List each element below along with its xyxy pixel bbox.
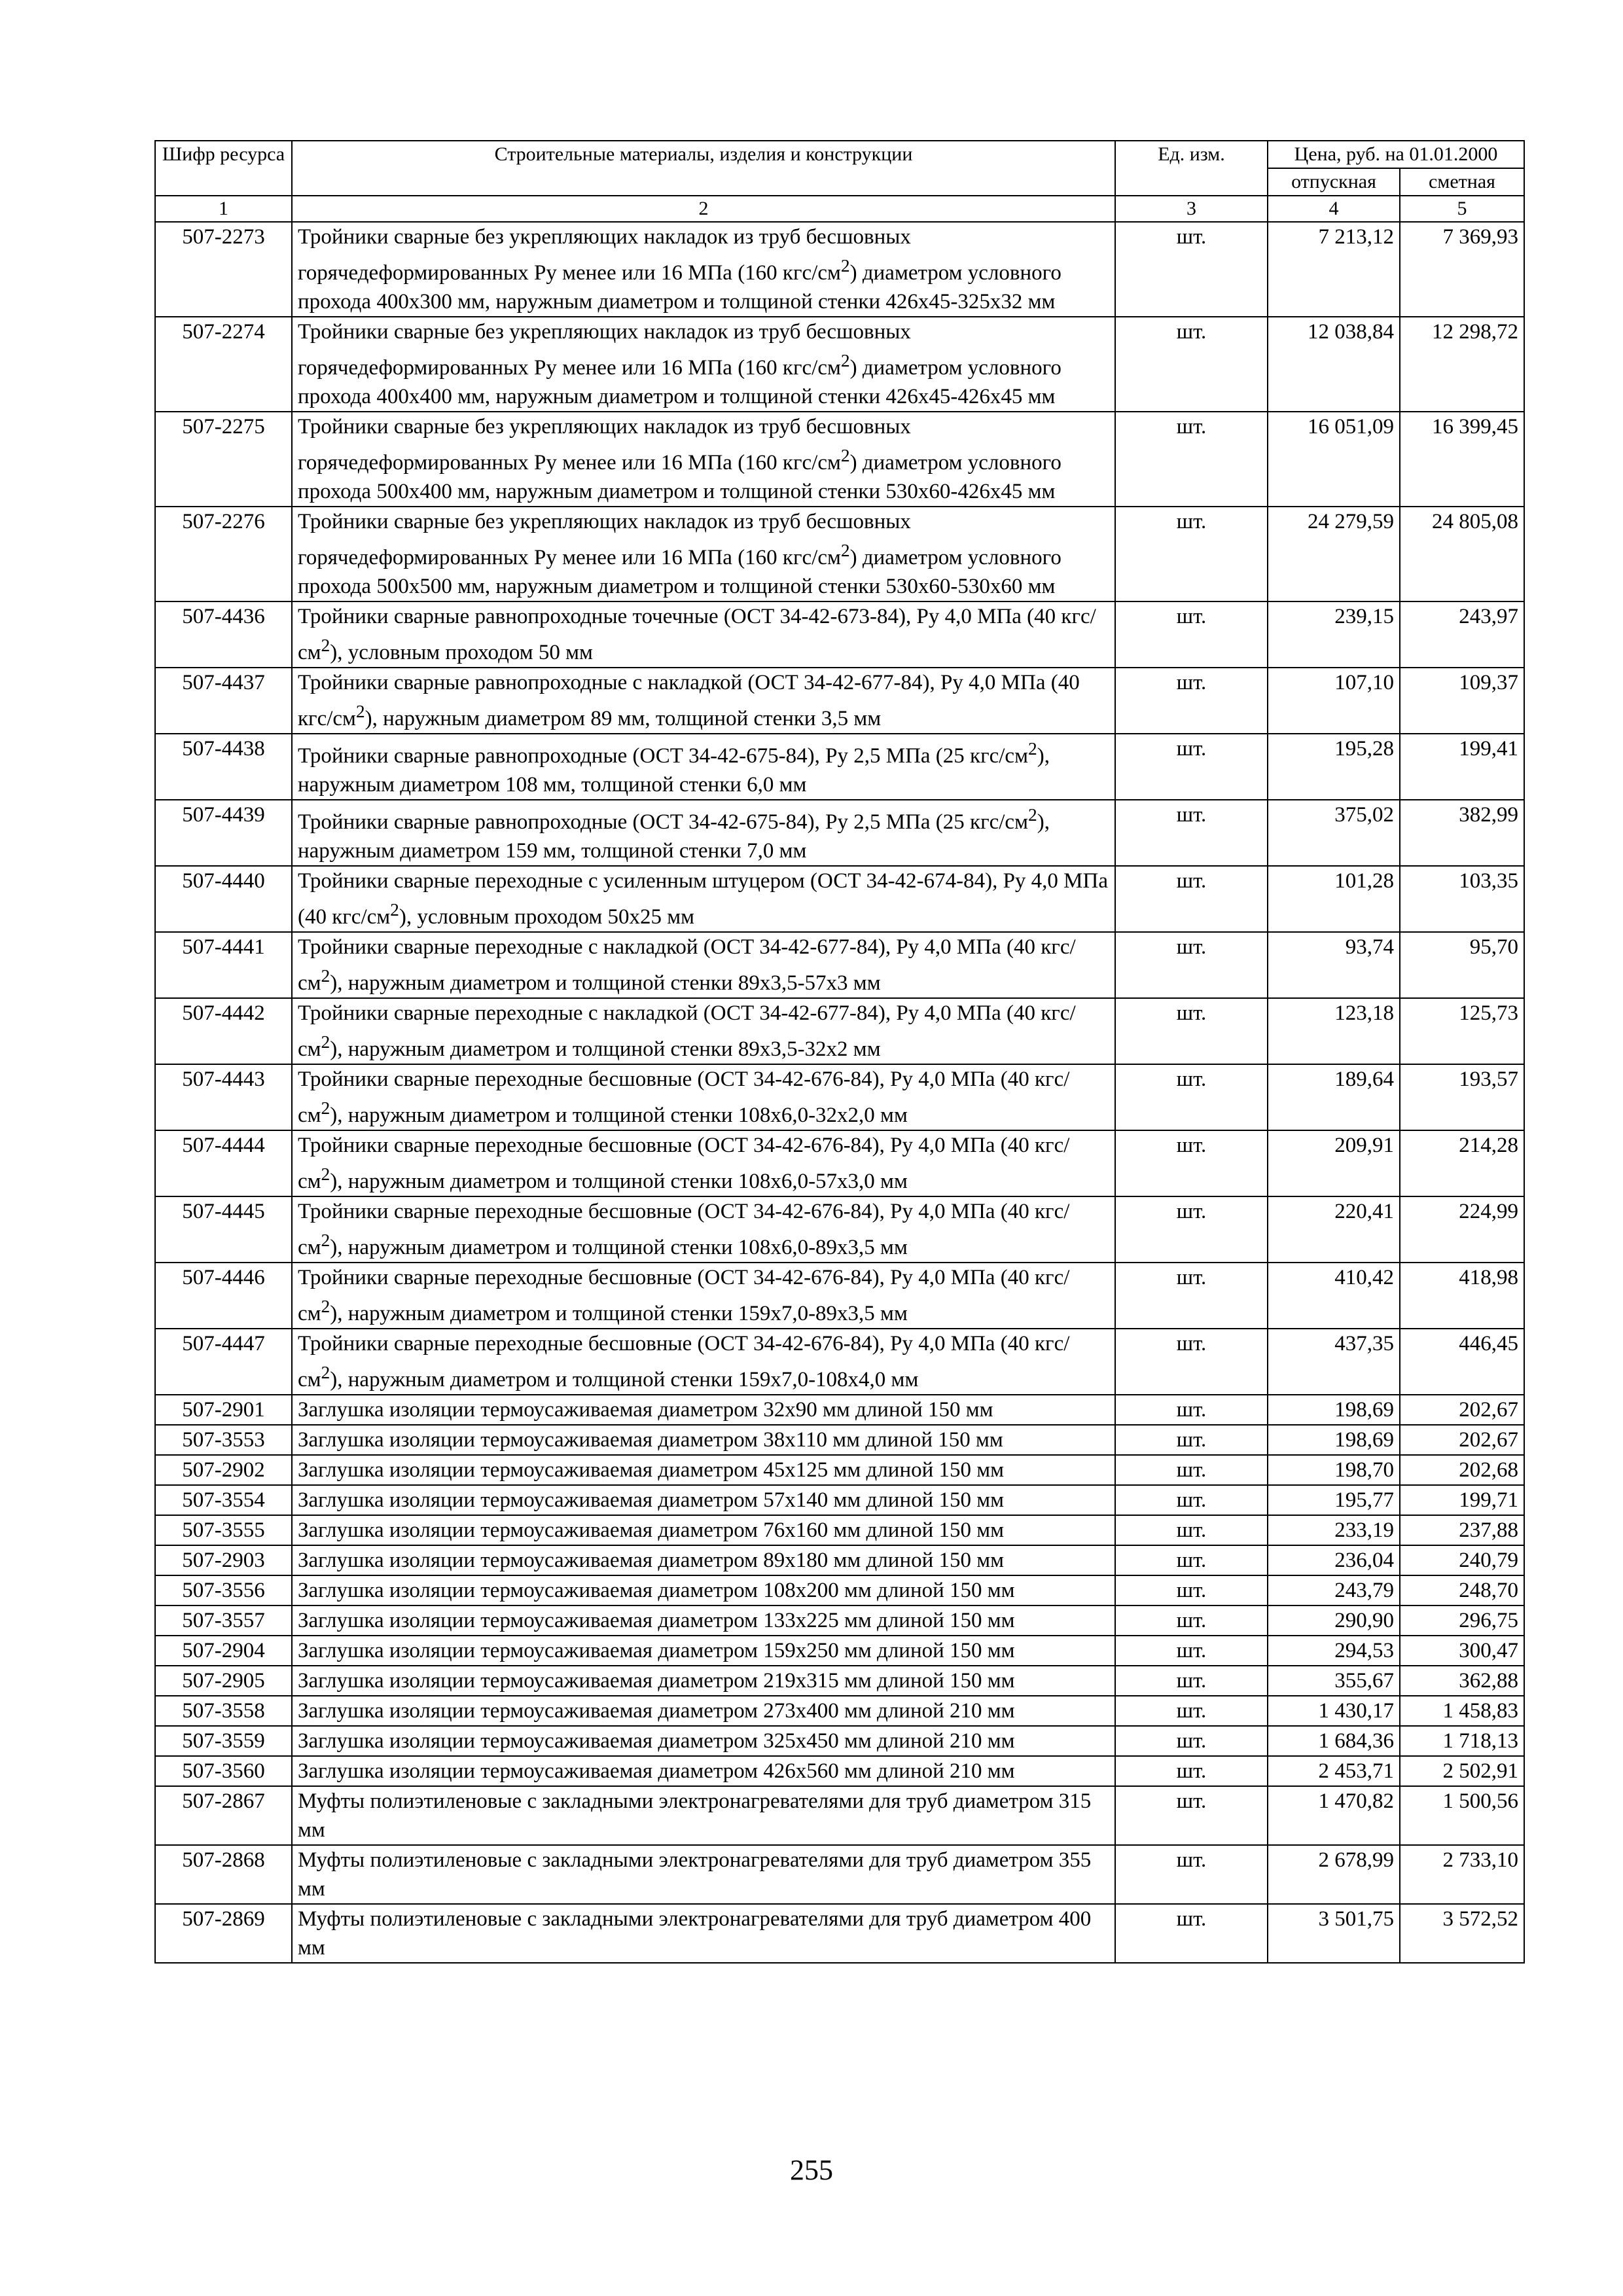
- resource-name: Тройники сварные переходные бесшовные (ОСТ 34-42-676-84), Ру 4,0 МПа (40 кгс/$см^2$), наружным диаметром и толщиной стенки 108х6,0-89х3,5 мм: [292, 1196, 1115, 1263]
- resource-code: 507-4440: [155, 866, 292, 932]
- resource-code: 507-4439: [155, 800, 292, 866]
- price-release: 198,70: [1268, 1455, 1400, 1485]
- resource-code: 507-2901: [155, 1395, 292, 1425]
- table-row: [155, 734, 1524, 800]
- resource-name: Заглушка изоляции термоусаживаемая диаметром 57х140 мм длиной 150 мм: [292, 1485, 1115, 1515]
- resource-code: 507-4438: [155, 734, 292, 800]
- price-release: 233,19: [1268, 1515, 1400, 1545]
- price-estimate: 125,73: [1400, 998, 1524, 1064]
- price-release: 243,79: [1268, 1575, 1400, 1605]
- resource-name: Заглушка изоляции термоусаживаемая диаметром 32х90 мм длиной 150 мм: [292, 1395, 1115, 1425]
- price-estimate: 296,75: [1400, 1605, 1524, 1636]
- unit-of-measure: шт.: [1115, 1485, 1268, 1515]
- price-estimate: 240,79: [1400, 1545, 1524, 1575]
- unit-of-measure: шт.: [1115, 866, 1268, 932]
- header-price-release: отпускная: [1268, 168, 1400, 196]
- price-release: 24 279,59: [1268, 507, 1400, 601]
- price-estimate: 1 500,56: [1400, 1786, 1524, 1845]
- table-row: [155, 1515, 1524, 1545]
- resource-code: 507-2902: [155, 1455, 292, 1485]
- price-estimate: 2 502,91: [1400, 1756, 1524, 1786]
- table-row: [155, 1425, 1524, 1455]
- unit-of-measure: шт.: [1115, 1196, 1268, 1263]
- resource-name: Тройники сварные переходные с усиленным штуцером (ОСТ 34-42-674-84), Ру 4,0 МПа (40 кгс/$см^2$), условным проходом 50х25 мм: [292, 866, 1115, 932]
- price-release: 239,15: [1268, 601, 1400, 668]
- unit-of-measure: шт.: [1115, 800, 1268, 866]
- resource-code: 507-4443: [155, 1064, 292, 1130]
- resource-code: 507-2903: [155, 1545, 292, 1575]
- price-release: 16 051,09: [1268, 412, 1400, 507]
- price-release: 290,90: [1268, 1605, 1400, 1636]
- price-release: 198,69: [1268, 1425, 1400, 1455]
- page-number: 255: [790, 2154, 833, 2186]
- price-estimate: 1 718,13: [1400, 1726, 1524, 1756]
- price-release: 209,91: [1268, 1130, 1400, 1196]
- resource-name: Муфты полиэтиленовые с закладными электронагревателями для труб диаметром 355 мм: [292, 1845, 1115, 1904]
- resource-name: Тройники сварные равнопроходные (ОСТ 34-42-675-84), Ру 2,5 МПа (25 кгс/$см^2$), наружным диаметром 108 мм, толщиной стенки 6,0 мм: [292, 734, 1115, 800]
- resource-code: 507-2276: [155, 507, 292, 601]
- price-release: 195,77: [1268, 1485, 1400, 1515]
- table-row: [155, 1196, 1524, 1263]
- unit-of-measure: шт.: [1115, 222, 1268, 317]
- unit-of-measure: шт.: [1115, 507, 1268, 601]
- column-number: 2: [292, 196, 1115, 222]
- price-release: 355,67: [1268, 1666, 1400, 1696]
- resource-code: 507-4442: [155, 998, 292, 1064]
- resource-code: 507-2274: [155, 317, 292, 412]
- price-estimate: 7 369,93: [1400, 222, 1524, 317]
- price-release: 410,42: [1268, 1263, 1400, 1329]
- resource-code: 507-4445: [155, 1196, 292, 1263]
- unit-of-measure: шт.: [1115, 1696, 1268, 1726]
- price-estimate: 1 458,83: [1400, 1696, 1524, 1726]
- price-estimate: 193,57: [1400, 1064, 1524, 1130]
- resource-name: Заглушка изоляции термоусаживаемая диаметром 133х225 мм длиной 150 мм: [292, 1605, 1115, 1636]
- table-row: [155, 1130, 1524, 1196]
- header-price: Цена, руб. на 01.01.2000: [1268, 141, 1524, 168]
- price-estimate: 382,99: [1400, 800, 1524, 866]
- table-row: [155, 1455, 1524, 1485]
- unit-of-measure: шт.: [1115, 998, 1268, 1064]
- table-row: [155, 800, 1524, 866]
- price-estimate: 202,67: [1400, 1395, 1524, 1425]
- unit-of-measure: шт.: [1115, 932, 1268, 998]
- unit-of-measure: шт.: [1115, 1395, 1268, 1425]
- resource-code: 507-2905: [155, 1666, 292, 1696]
- price-release: 294,53: [1268, 1636, 1400, 1666]
- unit-of-measure: шт.: [1115, 668, 1268, 734]
- price-list-page: [154, 140, 1524, 1964]
- table-row: [155, 1756, 1524, 1786]
- price-release: 2 678,99: [1268, 1845, 1400, 1904]
- header-name: Строительные материалы, изделия и конструкции: [292, 141, 1115, 196]
- unit-of-measure: шт.: [1115, 1756, 1268, 1786]
- resource-code: 507-4444: [155, 1130, 292, 1196]
- price-release: 3 501,75: [1268, 1904, 1400, 1963]
- resource-name: Тройники сварные без укрепляющих накладок из труб бесшовных горячедеформированных Ру менее или 16 МПа (160 кгс/$см^2$) диаметром условного прохода 500х500 мм, наружным диаметром и толщиной стенки 530х60-530х60 мм: [292, 507, 1115, 601]
- price-release: 375,02: [1268, 800, 1400, 866]
- unit-of-measure: шт.: [1115, 1425, 1268, 1455]
- resource-name: Тройники сварные переходные бесшовные (ОСТ 34-42-676-84), Ру 4,0 МПа (40 кгс/$см^2$), наружным диаметром и толщиной стенки 159х7,0-89х3,5 мм: [292, 1263, 1115, 1329]
- unit-of-measure: шт.: [1115, 1515, 1268, 1545]
- price-release: 1 470,82: [1268, 1786, 1400, 1845]
- price-release: 12 038,84: [1268, 317, 1400, 412]
- table-row: [155, 601, 1524, 668]
- price-estimate: 446,45: [1400, 1329, 1524, 1395]
- price-release: 123,18: [1268, 998, 1400, 1064]
- resource-name: Тройники сварные без укрепляющих накладок из труб бесшовных горячедеформированных Ру менее или 16 МПа (160 кгс/$см^2$) диаметром условного прохода 400х400 мм, наружным диаметром и толщиной стенки 426х45-426х45 мм: [292, 317, 1115, 412]
- resource-name: Заглушка изоляции термоусаживаемая диаметром 76х160 мм длиной 150 мм: [292, 1515, 1115, 1545]
- price-estimate: 12 298,72: [1400, 317, 1524, 412]
- unit-of-measure: шт.: [1115, 1845, 1268, 1904]
- header-unit: Ед. изм.: [1115, 141, 1268, 196]
- resource-code: 507-3559: [155, 1726, 292, 1756]
- resource-code: 507-3555: [155, 1515, 292, 1545]
- resource-code: 507-3557: [155, 1605, 292, 1636]
- price-estimate: 95,70: [1400, 932, 1524, 998]
- resource-name: Заглушка изоляции термоусаживаемая диаметром 108х200 мм длиной 150 мм: [292, 1575, 1115, 1605]
- resource-code: 507-3556: [155, 1575, 292, 1605]
- price-estimate: 24 805,08: [1400, 507, 1524, 601]
- resource-code: 507-2273: [155, 222, 292, 317]
- price-estimate: 199,41: [1400, 734, 1524, 800]
- resource-code: 507-3560: [155, 1756, 292, 1786]
- unit-of-measure: шт.: [1115, 1726, 1268, 1756]
- price-estimate: 16 399,45: [1400, 412, 1524, 507]
- resource-name: Тройники сварные переходные с накладкой (ОСТ 34-42-677-84), Ру 4,0 МПа (40 кгс/$см^2$), наружным диаметром и толщиной стенки 89х3,5-32х2 мм: [292, 998, 1115, 1064]
- resource-code: 507-2904: [155, 1636, 292, 1666]
- resource-code: 507-4437: [155, 668, 292, 734]
- resource-name: Заглушка изоляции термоусаживаемая диаметром 89х180 мм длиной 150 мм: [292, 1545, 1115, 1575]
- column-numbers-row: [155, 196, 1524, 222]
- price-estimate: 202,67: [1400, 1425, 1524, 1455]
- price-release: 189,64: [1268, 1064, 1400, 1130]
- unit-of-measure: шт.: [1115, 1263, 1268, 1329]
- resource-name: Тройники сварные переходные бесшовные (ОСТ 34-42-676-84), Ру 4,0 МПа (40 кгс/$см^2$), наружным диаметром и толщиной стенки 159х7,0-108х4,0 мм: [292, 1329, 1115, 1395]
- unit-of-measure: шт.: [1115, 1545, 1268, 1575]
- price-release: 107,10: [1268, 668, 1400, 734]
- resource-code: 507-3554: [155, 1485, 292, 1515]
- resource-name: Тройники сварные переходные с накладкой (ОСТ 34-42-677-84), Ру 4,0 МПа (40 кгс/$см^2$), наружным диаметром и толщиной стенки 89х3,5-57х3 мм: [292, 932, 1115, 998]
- price-release: 2 453,71: [1268, 1756, 1400, 1786]
- resource-name: Заглушка изоляции термоусаживаемая диаметром 45х125 мм длиной 150 мм: [292, 1455, 1115, 1485]
- table-row: [155, 1786, 1524, 1845]
- table-body: [155, 222, 1524, 1963]
- column-number: 1: [155, 196, 292, 222]
- price-estimate: 214,28: [1400, 1130, 1524, 1196]
- price-estimate: 248,70: [1400, 1575, 1524, 1605]
- table-row: [155, 1845, 1524, 1904]
- unit-of-measure: шт.: [1115, 1636, 1268, 1666]
- resource-code: 507-3558: [155, 1696, 292, 1726]
- resource-name: Заглушка изоляции термоусаживаемая диаметром 273х400 мм длиной 210 мм: [292, 1696, 1115, 1726]
- table-row: [155, 222, 1524, 317]
- table-row: [155, 1263, 1524, 1329]
- table-row: [155, 1329, 1524, 1395]
- unit-of-measure: шт.: [1115, 1904, 1268, 1963]
- column-number: 3: [1115, 196, 1268, 222]
- table-row: [155, 1904, 1524, 1963]
- resource-name: Заглушка изоляции термоусаживаемая диаметром 159х250 мм длиной 150 мм: [292, 1636, 1115, 1666]
- resource-code: 507-4436: [155, 601, 292, 668]
- resource-code: 507-4446: [155, 1263, 292, 1329]
- price-estimate: 224,99: [1400, 1196, 1524, 1263]
- table-row: [155, 1575, 1524, 1605]
- unit-of-measure: шт.: [1115, 1666, 1268, 1696]
- price-estimate: 199,71: [1400, 1485, 1524, 1515]
- price-release: 7 213,12: [1268, 222, 1400, 317]
- resource-name: Муфты полиэтиленовые с закладными электронагревателями для труб диаметром 400 мм: [292, 1904, 1115, 1963]
- unit-of-measure: шт.: [1115, 1786, 1268, 1845]
- price-release: 101,28: [1268, 866, 1400, 932]
- price-estimate: 3 572,52: [1400, 1904, 1524, 1963]
- unit-of-measure: шт.: [1115, 317, 1268, 412]
- header-code: Шифр ресурса: [155, 141, 292, 196]
- table-row: [155, 932, 1524, 998]
- price-estimate: 418,98: [1400, 1263, 1524, 1329]
- resource-name: Тройники сварные без укрепляющих накладок из труб бесшовных горячедеформированных Ру менее или 16 МПа (160 кгс/$см^2$) диаметром условного прохода 500х400 мм, наружным диаметром и толщиной стенки 530х60-426х45 мм: [292, 412, 1115, 507]
- header-price-estimate: сметная: [1400, 168, 1524, 196]
- table-row: [155, 668, 1524, 734]
- resource-code: 507-4447: [155, 1329, 292, 1395]
- table-row: [155, 1485, 1524, 1515]
- price-table: [154, 140, 1525, 1964]
- resource-name: Заглушка изоляции термоусаживаемая диаметром 219х315 мм длиной 150 мм: [292, 1666, 1115, 1696]
- column-number: 4: [1268, 196, 1400, 222]
- resource-name: Тройники сварные переходные бесшовные (ОСТ 34-42-676-84), Ру 4,0 МПа (40 кгс/$см^2$), наружным диаметром и толщиной стенки 108х6,0-32х2,0 мм: [292, 1064, 1115, 1130]
- table-row: [155, 1666, 1524, 1696]
- price-release: 1 684,36: [1268, 1726, 1400, 1756]
- unit-of-measure: шт.: [1115, 1064, 1268, 1130]
- unit-of-measure: шт.: [1115, 1329, 1268, 1395]
- table-row: [155, 1605, 1524, 1636]
- table-row: [155, 1636, 1524, 1666]
- table-row: [155, 1064, 1524, 1130]
- price-release: 195,28: [1268, 734, 1400, 800]
- price-estimate: 2 733,10: [1400, 1845, 1524, 1904]
- resource-code: 507-2868: [155, 1845, 292, 1904]
- table-row: [155, 1545, 1524, 1575]
- table-row: [155, 866, 1524, 932]
- price-release: 437,35: [1268, 1329, 1400, 1395]
- table-row: [155, 1696, 1524, 1726]
- table-header: [155, 141, 1524, 222]
- resource-name: Заглушка изоляции термоусаживаемая диаметром 38х110 мм длиной 150 мм: [292, 1425, 1115, 1455]
- unit-of-measure: шт.: [1115, 1455, 1268, 1485]
- unit-of-measure: шт.: [1115, 1605, 1268, 1636]
- resource-name: Тройники сварные равнопроходные точечные (ОСТ 34-42-673-84), Ру 4,0 МПа (40 кгс/$см^2$), условным проходом 50 мм: [292, 601, 1115, 668]
- unit-of-measure: шт.: [1115, 1575, 1268, 1605]
- price-release: 1 430,17: [1268, 1696, 1400, 1726]
- price-estimate: 300,47: [1400, 1636, 1524, 1666]
- resource-name: Муфты полиэтиленовые с закладными электронагревателями для труб диаметром 315 мм: [292, 1786, 1115, 1845]
- resource-code: 507-3553: [155, 1425, 292, 1455]
- price-release: 198,69: [1268, 1395, 1400, 1425]
- price-release: 236,04: [1268, 1545, 1400, 1575]
- table-row: [155, 1726, 1524, 1756]
- price-estimate: 243,97: [1400, 601, 1524, 668]
- price-release: 220,41: [1268, 1196, 1400, 1263]
- price-estimate: 202,68: [1400, 1455, 1524, 1485]
- price-release: 93,74: [1268, 932, 1400, 998]
- resource-name: Заглушка изоляции термоусаживаемая диаметром 426х560 мм длиной 210 мм: [292, 1756, 1115, 1786]
- table-row: [155, 317, 1524, 412]
- resource-name: Тройники сварные переходные бесшовные (ОСТ 34-42-676-84), Ру 4,0 МПа (40 кгс/$см^2$), наружным диаметром и толщиной стенки 108х6,0-57х3,0 мм: [292, 1130, 1115, 1196]
- resource-name: Тройники сварные без укрепляющих накладок из труб бесшовных горячедеформированных Ру менее или 16 МПа (160 кгс/$см^2$) диаметром условного прохода 400х300 мм, наружным диаметром и толщиной стенки 426х45-325х32 мм: [292, 222, 1115, 317]
- price-estimate: 362,88: [1400, 1666, 1524, 1696]
- resource-name: Тройники сварные равнопроходные с накладкой (ОСТ 34-42-677-84), Ру 4,0 МПа (40 кгс/$см^2$), наружным диаметром 89 мм, толщиной стенки 3,5 мм: [292, 668, 1115, 734]
- price-estimate: 237,88: [1400, 1515, 1524, 1545]
- table-row: [155, 507, 1524, 601]
- table-row: [155, 1395, 1524, 1425]
- table-row: [155, 998, 1524, 1064]
- resource-name: Заглушка изоляции термоусаживаемая диаметром 325х450 мм длиной 210 мм: [292, 1726, 1115, 1756]
- resource-code: 507-2275: [155, 412, 292, 507]
- unit-of-measure: шт.: [1115, 1130, 1268, 1196]
- price-estimate: 103,35: [1400, 866, 1524, 932]
- unit-of-measure: шт.: [1115, 412, 1268, 507]
- unit-of-measure: шт.: [1115, 601, 1268, 668]
- column-number: 5: [1400, 196, 1524, 222]
- unit-of-measure: шт.: [1115, 734, 1268, 800]
- resource-code: 507-2869: [155, 1904, 292, 1963]
- price-estimate: 109,37: [1400, 668, 1524, 734]
- resource-name: Тройники сварные равнопроходные (ОСТ 34-42-675-84), Ру 2,5 МПа (25 кгс/$см^2$), наружным диаметром 159 мм, толщиной стенки 7,0 мм: [292, 800, 1115, 866]
- resource-code: 507-2867: [155, 1786, 292, 1845]
- table-row: [155, 412, 1524, 507]
- resource-code: 507-4441: [155, 932, 292, 998]
